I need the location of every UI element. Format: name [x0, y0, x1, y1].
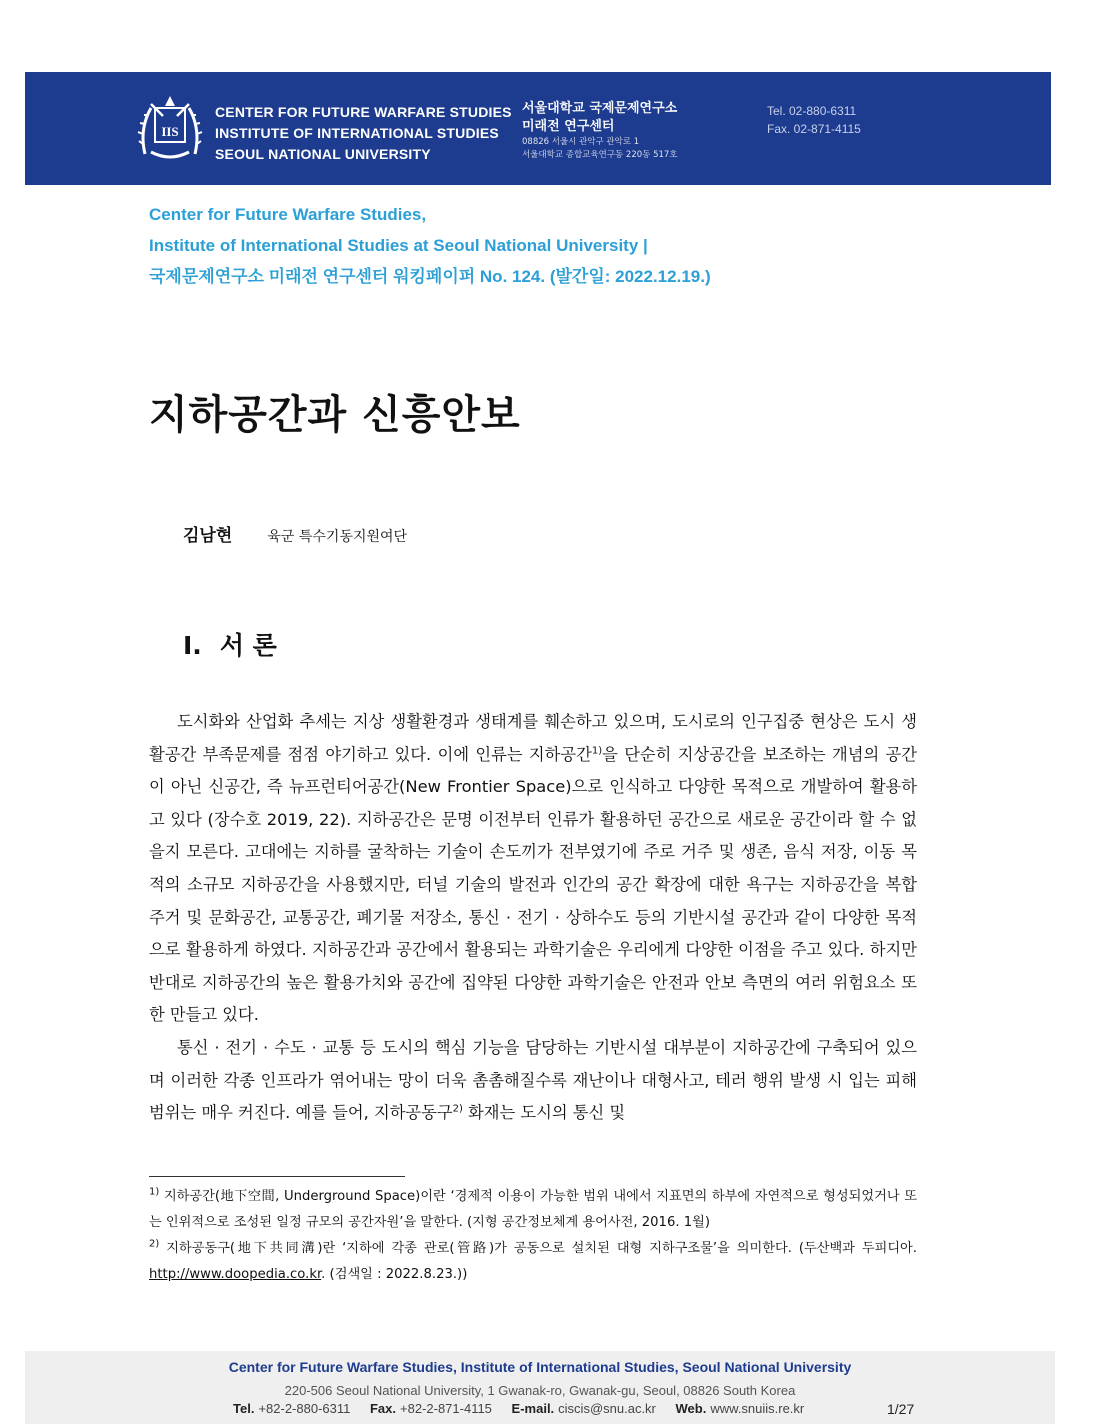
- footer-web-label: Web.: [675, 1401, 707, 1416]
- footnote-ref[interactable]: 2): [452, 1103, 463, 1115]
- header-banner: [25, 72, 1051, 185]
- footer-fax-label: Fax.: [369, 1401, 396, 1416]
- footnote-divider: [149, 1176, 405, 1177]
- footnote-2: [149, 1236, 917, 1288]
- footer-contact: [233, 1401, 820, 1416]
- org-name-english: [215, 102, 512, 165]
- header-fax: Fax. 02-871-4115: [767, 122, 861, 136]
- footnote-text: . (검색일 : 2022.8.23.)): [321, 1267, 468, 1282]
- paragraph-text: 을 단순히 지상공간을 보조하는 개념의 공간이 아닌 신공간, 즉 뉴프런티어공간(New Frontier Space)으로 인식하고 다양한 목적으로 개발하여 활용하고 있다 (장수호 2019, 22). 지하공간은 문명 이전부터 인류가 활용하던 공간으로 새로운 공간이라 할 수 없을지 모른다. 고대에는 지하를 굴착하는 기술이 손도끼가 전부였기에 주로 거주 및 생존, 음식 저장, 이동 목적의 소규모 지하공간을 사용했지만, 터널 기술의 발전과 인간의 공간 확장에 대한 욕구는 지하공간을 복합 주거 및 문화공간, 교통공간, 폐기물 저장소, 통신 · 전기 · 상하수도 등의 기반시설 공간과 같이 다양한 목적으로 활용하게 하였다. 지하공간과 공간에서 활용되는 과학기술은 우리에게 다양한 이점을 주고 있다. 하지만 반대로 지하공간의 높은 활용가치와 공간에 집약된 다양한 과학기술은 안전과 안보 측면의 여러 위험요소 또한 만들고 있다.: [149, 744, 917, 1025]
- footer-web[interactable]: www.snuiis.re.kr: [710, 1401, 805, 1416]
- series-line-1: Center for Future Warfare Studies,: [149, 205, 427, 224]
- footer-address: 220-506 Seoul National University, 1 Gwanak-ro, Gwanak-gu, Seoul, 08826 South Korea: [284, 1383, 796, 1398]
- series-line-2: Institute of International Studies at Seoul National University |: [149, 236, 648, 255]
- section-title: 서 론: [219, 631, 277, 660]
- seal-text: IIS: [161, 124, 179, 139]
- section-heading: [183, 626, 295, 662]
- footer-tel-label: Tel.: [233, 1401, 255, 1416]
- body-text: [149, 706, 917, 1130]
- paragraph-text: 화재는 도시의 통신 및: [462, 1103, 626, 1123]
- section-number: Ⅰ.: [183, 631, 202, 660]
- paragraph-text: 통신 · 전기 · 수도 · 교통 등 도시의 핵심 기능을 담당하는 기반시설 대부분이 지하공간에 구축되어 있으며 이러한 각종 인프라가 엮어내는 망이 더욱 촘촘해질수록 재난이나 대형사고, 테러 행위 발생 시 입는 피해 범위는 매우 커진다. 예를 들어, 지하공동구: [149, 1037, 917, 1123]
- footnote-text: 지하공간(地下空間, Underground Space)이란 ‘경제적 이용이 가능한 범위 내에서 지표면의 하부에 자연적으로 형성되었거나 또는 인위적으로 조성된 일정 규모의 공간자원’을 말한다. (지형 공간정보체계 용어사전, 2016. 1월): [149, 1189, 917, 1230]
- footnote-text: 지하공동구(地下共同溝)란 ‘지하에 각종 관로(管路)가 공동으로 설치된 대형 지하구조물’을 의미한다. (두산백과 두피디아.: [166, 1241, 917, 1256]
- footnote-1: [149, 1184, 917, 1236]
- author-name: 김남현: [183, 526, 233, 546]
- paragraph: [149, 1032, 917, 1130]
- series-line-3: 국제문제연구소 미래전 연구센터 워킹페이퍼 No. 124. (발간일: 2022.12.19.): [149, 267, 711, 286]
- footnote-mark: 1): [149, 1186, 160, 1198]
- footer-org: Center for Future Warfare Studies, Institute of International Studies, Seoul National University: [228, 1359, 852, 1375]
- doopedia-link[interactable]: http://www.doopedia.co.kr: [149, 1267, 322, 1282]
- org-name-korean: [522, 100, 678, 162]
- footer-email[interactable]: ciscis@snu.ac.kr: [558, 1401, 656, 1416]
- footer-tel: +82-2-880-6311: [258, 1401, 351, 1416]
- org-ko-line-1: 서울대학교 국제문제연구소: [522, 101, 678, 116]
- snu-seal-icon: [137, 94, 203, 162]
- footnote-ref[interactable]: 1): [591, 745, 603, 757]
- series-info: [149, 199, 711, 292]
- paragraph-text: 도시화와 산업화 추세는 지상 생활환경과 생태계를 훼손하고 있으며, 도시로의 인구집중 현상은 도시 생활공간 부족문제를 점점 야기하고 있다. 이에 인류는 지하공간: [149, 712, 917, 764]
- author-line: [183, 521, 407, 546]
- author-affiliation: 육군 특수기동지원여단: [267, 529, 408, 545]
- page-number: 1/27: [887, 1401, 915, 1417]
- header-contact: [767, 102, 861, 138]
- address-line-1: 08826 서울시 관악구 관악로 1: [522, 137, 640, 147]
- org-en-line: INSTITUTE OF INTERNATIONAL STUDIES: [215, 125, 499, 141]
- footer-email-label: E-mail.: [511, 1401, 555, 1416]
- footnotes: [149, 1184, 917, 1288]
- footnote-mark: 2): [149, 1238, 160, 1250]
- org-ko-line-2: 미래전 연구센터: [522, 119, 615, 134]
- org-en-line: SEOUL NATIONAL UNIVERSITY: [215, 146, 431, 162]
- paragraph: [149, 706, 917, 1032]
- address-line-2: 서울대학교 종합교육연구동 220동 517호: [522, 150, 678, 160]
- page-footer: [25, 1351, 1055, 1424]
- document-title: 지하공간과 신흥안보: [149, 392, 521, 438]
- footer-fax: +82-2-871-4115: [400, 1401, 492, 1416]
- header-tel: Tel. 02-880-6311: [767, 104, 857, 118]
- org-en-line: CENTER FOR FUTURE WARFARE STUDIES: [215, 104, 512, 120]
